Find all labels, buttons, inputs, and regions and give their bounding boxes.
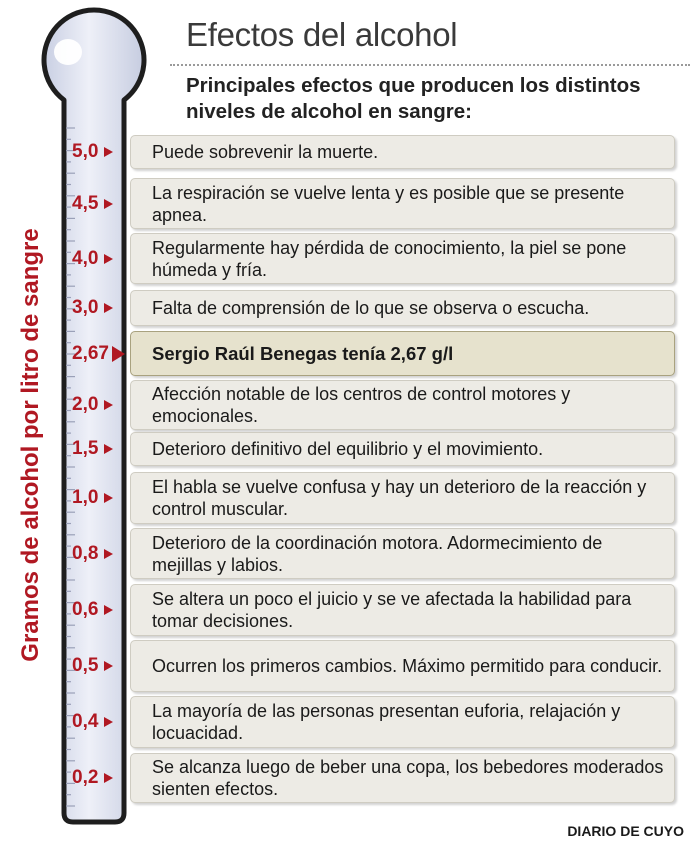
level-value: 0,5 bbox=[72, 655, 99, 676]
level-row bbox=[130, 135, 675, 169]
level-marker bbox=[72, 293, 128, 323]
level-marker bbox=[72, 763, 128, 793]
level-description: Deterioro de la coordinación motora. Adormecimiento de mejillas y labios. bbox=[152, 532, 603, 575]
level-value: 2,67 bbox=[72, 342, 109, 364]
level-description: La mayoría de las personas presentan euforia, relajación y locuacidad. bbox=[152, 701, 621, 743]
level-marker bbox=[72, 539, 128, 569]
level-description: Deterioro definitivo del equilibrio y el movimiento. bbox=[152, 439, 544, 459]
level-value: 0,4 bbox=[72, 711, 99, 732]
triangle-right-icon bbox=[104, 400, 113, 410]
level-description: Se altera un poco el juicio y se ve afectada la habilidad para tomar decisiones. bbox=[152, 589, 632, 631]
level-marker bbox=[72, 595, 128, 625]
triangle-right-icon bbox=[104, 773, 113, 783]
triangle-right-icon bbox=[104, 549, 113, 559]
level-value: 2,0 bbox=[72, 394, 99, 415]
level-description: Se alcanza luego de beber una copa, los bebedores moderados sienten efectos. bbox=[152, 757, 664, 799]
triangle-right-icon bbox=[104, 493, 113, 503]
level-value: 4,0 bbox=[72, 247, 99, 269]
level-row bbox=[130, 528, 675, 579]
triangle-right-icon bbox=[104, 303, 113, 313]
level-marker bbox=[72, 189, 128, 219]
page-title: Efectos del alcohol bbox=[186, 16, 458, 53]
level-marker bbox=[72, 483, 128, 513]
level-value: 0,8 bbox=[72, 542, 99, 564]
triangle-right-icon bbox=[104, 199, 113, 209]
level-row bbox=[130, 696, 675, 748]
level-row bbox=[130, 233, 675, 284]
level-row bbox=[130, 290, 675, 326]
level-marker bbox=[72, 434, 128, 464]
level-value: 3,0 bbox=[72, 297, 99, 318]
level-marker bbox=[72, 390, 128, 420]
highlight-row bbox=[130, 331, 675, 376]
triangle-right-icon bbox=[112, 346, 125, 362]
level-value: 0,2 bbox=[72, 767, 99, 788]
triangle-right-icon bbox=[104, 717, 113, 727]
level-row bbox=[130, 380, 675, 430]
triangle-right-icon bbox=[104, 147, 113, 157]
level-description: La respiración se vuelve lenta y es posible que se presente apnea. bbox=[152, 182, 625, 225]
y-axis-label: Gramos de alcohol por litro de sangre bbox=[17, 228, 44, 662]
level-marker bbox=[72, 651, 128, 681]
level-value: 1,5 bbox=[72, 438, 99, 459]
level-row bbox=[130, 432, 675, 466]
level-marker bbox=[72, 339, 128, 369]
level-marker bbox=[72, 137, 128, 167]
level-description: Sergio Raúl Benegas tenía 2,67 g/l bbox=[152, 342, 454, 364]
level-description: Puede sobrevenir la muerte. bbox=[152, 142, 379, 162]
subtitle: Principales efectos que producen los distintos niveles de alcohol en sangre: bbox=[186, 74, 641, 123]
triangle-right-icon bbox=[104, 444, 113, 454]
source-credit: DIARIO DE CUYO bbox=[567, 823, 684, 839]
level-row bbox=[130, 640, 675, 692]
triangle-right-icon bbox=[104, 254, 113, 264]
triangle-right-icon bbox=[104, 605, 113, 615]
thermometer-highlight bbox=[54, 39, 82, 65]
level-value: 0,6 bbox=[72, 599, 99, 620]
level-description: Falta de comprensión de lo que se observa o escucha. bbox=[152, 298, 590, 318]
level-description: Ocurren los primeros cambios. Máximo permitido para conducir. bbox=[152, 656, 663, 676]
level-description: El habla se vuelve confusa y hay un deterioro de la reacción y control muscular. bbox=[152, 477, 647, 519]
level-description: Afección notable de los centros de control motores y emocionales. bbox=[152, 384, 571, 426]
level-row bbox=[130, 178, 675, 229]
level-value: 5,0 bbox=[72, 141, 99, 162]
level-value: 1,0 bbox=[72, 487, 99, 508]
triangle-right-icon bbox=[104, 661, 113, 671]
level-row bbox=[130, 753, 675, 803]
level-marker bbox=[72, 244, 128, 274]
level-row bbox=[130, 472, 675, 524]
level-row bbox=[130, 584, 675, 636]
level-marker bbox=[72, 707, 128, 737]
level-value: 4,5 bbox=[72, 192, 99, 214]
level-description: Regularmente hay pérdida de conocimiento, la piel se pone húmeda y fría. bbox=[152, 237, 627, 280]
